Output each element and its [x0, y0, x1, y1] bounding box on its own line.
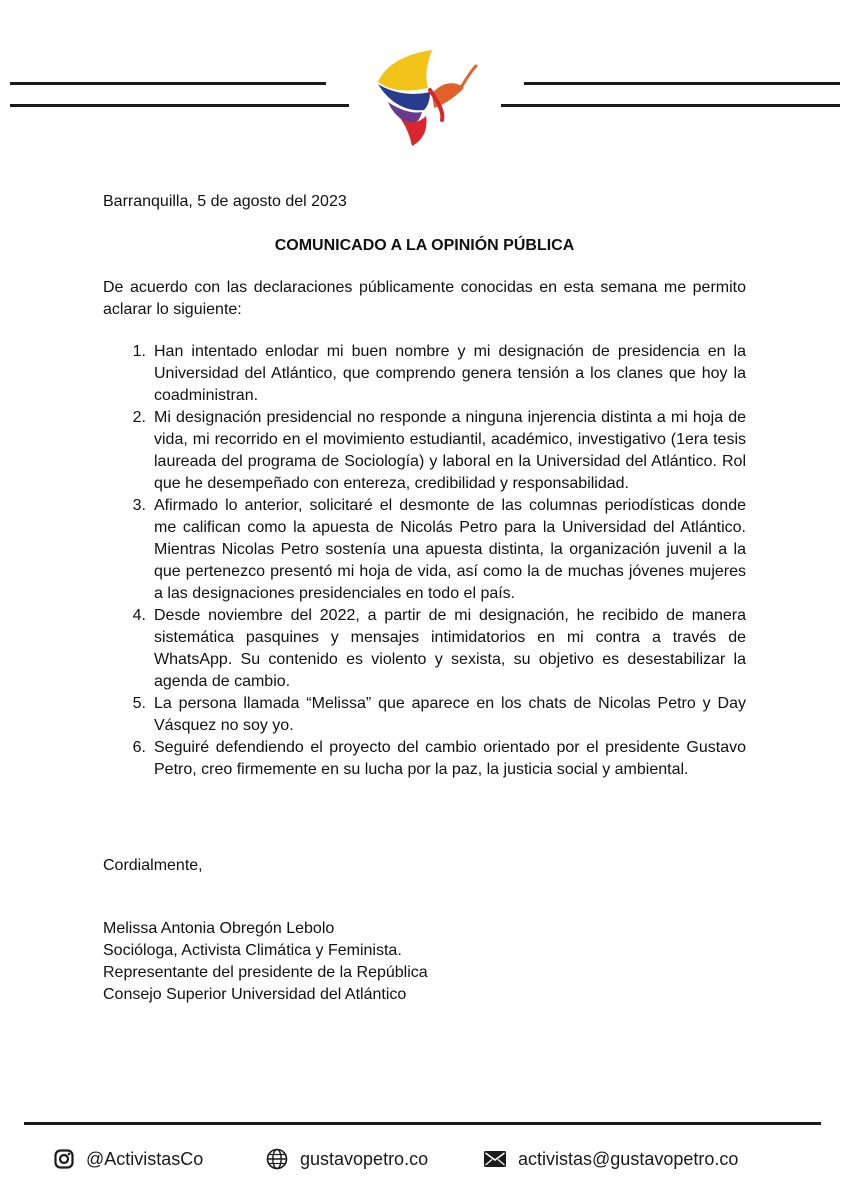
list-item-number: 5.: [132, 695, 146, 712]
footer-email-label: activistas@gustavopetro.co: [518, 1148, 739, 1169]
list-item: [103, 737, 746, 781]
list-item-text: Seguiré defendiendo el proyecto del cambio orientado por el presidente Gustavo Petro, creo firmemente en su lucha por la paz, la justicia social y ambiental.: [154, 739, 746, 778]
footer-website-label: gustavopetro.co: [300, 1148, 429, 1169]
signature-role: Socióloga, Activista Climática y Feminista.: [103, 942, 402, 959]
header-rule-left-bottom: [10, 104, 349, 107]
list-item: [103, 495, 746, 605]
footer-instagram[interactable]: [54, 1146, 203, 1172]
list-item-number: 3.: [132, 497, 146, 514]
letter-intro: De acuerdo con las declaraciones públicamente conocidas en esta semana me permito aclarar lo siguiente:: [103, 279, 746, 318]
envelope-icon: [484, 1151, 506, 1167]
logo-wing-yellow: [378, 50, 432, 90]
list-item-number: 6.: [132, 739, 146, 756]
list-item: [103, 693, 746, 737]
list-item-number: 2.: [132, 409, 146, 426]
list-item: [103, 341, 746, 407]
signature-block: [103, 918, 428, 1006]
header-rule-right-top: [524, 82, 840, 85]
signature-name: Melissa Antonia Obregón Lebolo: [103, 920, 335, 937]
list-item-text: La persona llamada “Melissa” que aparece en los chats de Nicolas Petro y Day Vásquez no soy yo.: [154, 695, 746, 734]
list-item-number: 4.: [132, 607, 146, 624]
butterfly-logo: [372, 46, 484, 148]
list-item-text: Desde noviembre del 2022, a partir de mi designación, he recibido de manera sistemática pasquines y mensajes intimidatorios en mi contra a través de WhatsApp. Su contenido es violento y sexista, su objetivo es desestabilizar la agenda de cambio.: [154, 607, 746, 690]
list-item-text: Han intentado enlodar mi buen nombre y mi designación de presidencia en la Universidad del Atlántico, que comprendo genera tensión a los clanes que hoy la coadministran.: [154, 343, 746, 404]
header-rule-right-bottom: [501, 104, 840, 107]
letter-date: Barranquilla, 5 de agosto del 2023: [103, 193, 347, 210]
list-item: [103, 407, 746, 495]
header-rule-left-top: [10, 82, 326, 85]
letter-title: COMUNICADO A LA OPINIÓN PÚBLICA: [274, 237, 575, 254]
globe-icon: [266, 1148, 288, 1170]
signature-council: Consejo Superior Universidad del Atlántico: [103, 986, 407, 1003]
letter-points: [103, 341, 746, 781]
signature-position: Representante del presidente de la República: [103, 964, 428, 981]
list-item-number: 1.: [132, 343, 146, 360]
list-item-text: Mi designación presidencial no responde a ninguna injerencia distinta a mi hoja de vida, mi recorrido en el movimiento estudiantil, académico, investigativo (1era tesis laureada del programa de Sociología) y laboral en la Universidad del Atlántico. Rol que he desempeñado con entereza, credibilidad y responsabilidad.: [154, 409, 746, 492]
footer-website[interactable]: [266, 1146, 428, 1172]
footer-email[interactable]: [484, 1146, 738, 1172]
footer-rule: [24, 1122, 821, 1125]
instagram-icon: [54, 1149, 74, 1169]
footer-instagram-label: @ActivistasCo: [86, 1148, 204, 1169]
list-item-text: Afirmado lo anterior, solicitaré el desmonte de las columnas periodísticas donde me califican como la apuesta de Nicolás Petro para la Universidad del Atlántico. Mientras Nicolas Petro sostenía una apuesta distinta, la organización juvenil a la que pertenezco presentó mi hoja de vida, así como la de muchas jóvenes mujeres a las designaciones presidenciales en todo el país.: [154, 497, 746, 602]
letter-closing: Cordialmente,: [103, 857, 203, 874]
logo-antenna: [462, 66, 476, 86]
list-item: [103, 605, 746, 693]
